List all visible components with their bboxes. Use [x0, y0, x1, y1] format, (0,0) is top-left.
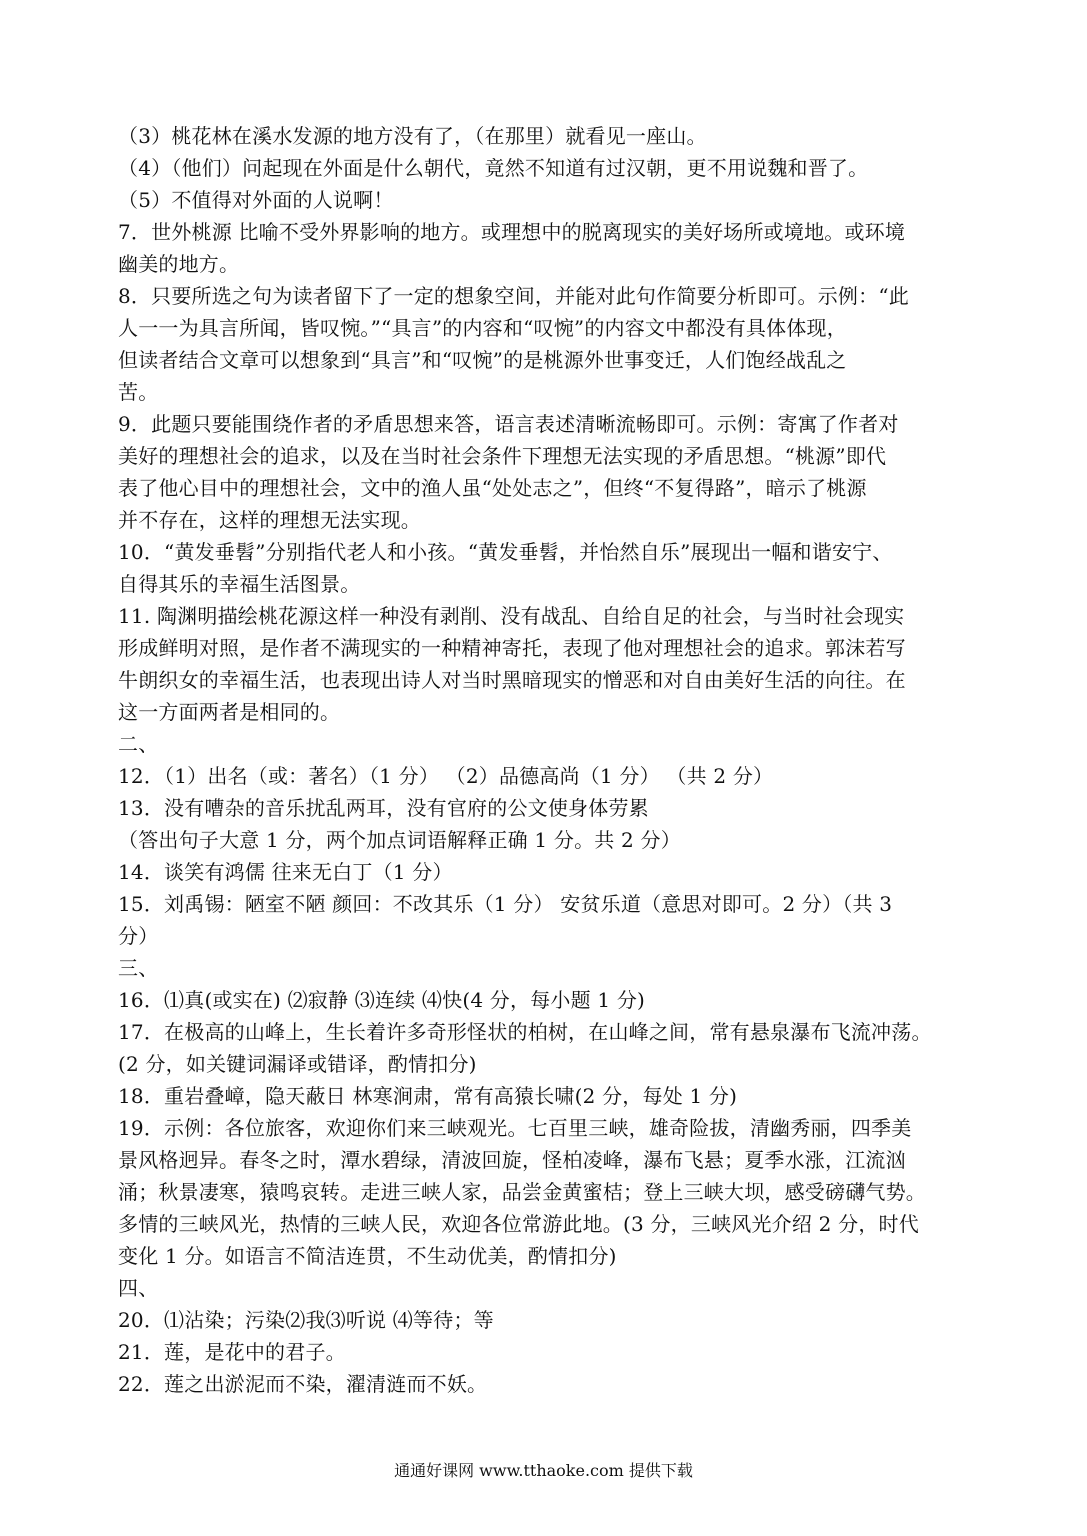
text-line: 13．没有嘈杂的音乐扰乱两耳，没有官府的公文使身体劳累 [118, 796, 649, 820]
text-line: 涌；秋景凄寒，猿鸣哀转。走进三峡人家，品尝金黄蜜桔；登上三峡大坝，感受磅礴气势。 [118, 1180, 926, 1204]
section-heading: 四、 [118, 1276, 159, 1300]
text-line: 14．谈笑有鸿儒 往来无白丁（1 分） [118, 860, 453, 884]
text-line: 形成鲜明对照，是作者不满现实的一种精神寄托，表现了他对理想社会的追求。郭沫若写 [118, 636, 906, 660]
text-line: 幽美的地方。 [118, 252, 240, 276]
text-line: （3）桃花林在溪水发源的地方没有了，（在那里）就看见一座山。 [118, 124, 707, 148]
text-line: 21．莲，是花中的君子。 [118, 1340, 346, 1364]
text-line: （5）不值得对外面的人说啊！ [118, 188, 394, 212]
answer-key-body [118, 120, 978, 1400]
text-line: 但读者结合文章可以想象到“具言”和“叹惋”的是桃源外世事变迁，人们饱经战乱之 [118, 348, 847, 372]
text-line: 9．此题只要能围绕作者的矛盾思想来答，语言表述清晰流畅即可。示例：寄寓了作者对 [118, 412, 899, 436]
text-line: 16．⑴真(或实在) ⑵寂静 ⑶连续 ⑷快(4 分，每小题 1 分) [118, 988, 646, 1012]
text-line: 这一方面两者是相同的。 [118, 700, 341, 724]
text-line: 美好的理想社会的追求，以及在当时社会条件下理想无法实现的矛盾思想。“桃源”即代 [118, 444, 887, 468]
text-line: 多情的三峡风光，热情的三峡人民，欢迎各位常游此地。(3 分，三峡风光介绍 2 分，时代 [118, 1212, 919, 1236]
text-line: 8．只要所选之句为读者留下了一定的想象空间，并能对此句作简要分析即可。示例：“此 [118, 284, 909, 308]
text-line: 人一一为具言所闻，皆叹惋。”“具言”的内容和“叹惋”的内容文中都没有具体体现， [118, 316, 847, 340]
text-line: （答出句子大意 1 分，两个加点词语解释正确 1 分。共 2 分） [118, 828, 681, 852]
text-line: 15．刘禹锡：陋室不陋 颜回：不改其乐（1 分） 安贫乐道（意思对即可。2 分）（共 3 [118, 892, 893, 916]
text-line: 22．莲之出淤泥而不染，濯清涟而不妖。 [118, 1372, 488, 1396]
text-line: 20．⑴沾染；污染⑵我⑶听说 ⑷等待；等 [118, 1308, 494, 1332]
text-line: 分） [118, 924, 159, 948]
text-line: 苦。 [118, 380, 159, 404]
text-line: 18．重岩叠嶂，隐天蔽日 林寒涧肃，常有高猿长啸(2 分，每处 1 分) [118, 1084, 738, 1108]
text-line: 牛朗织女的幸福生活，也表现出诗人对当时黑暗现实的憎恶和对自由美好生活的向往。在 [118, 668, 906, 692]
text-line: 11. 陶渊明描绘桃花源这样一种没有剥削、没有战乱、自给自足的社会，与当时社会现实 [118, 604, 905, 628]
text-line: 17．在极高的山峰上，生长着许多奇形怪状的柏树，在山峰之间，常有悬泉瀑布飞流冲荡。 [118, 1020, 932, 1044]
text-line: (2 分，如关键词漏译或错译，酌情扣分) [118, 1052, 477, 1076]
text-line: 12．（1）出名（或：著名）（1 分） （2）品德高尚（1 分） （共 2 分） [118, 764, 774, 788]
text-line: 7．世外桃源 比喻不受外界影响的地方。或理想中的脱离现实的美好场所或境地。或环境 [118, 220, 906, 244]
text-line: 10．“黄发垂髫”分别指代老人和小孩。“黄发垂髫，并怡然自乐”展现出一幅和谐安宁、 [118, 540, 893, 564]
text-line: 自得其乐的幸福生活图景。 [118, 572, 361, 596]
text-line: 表了他心目中的理想社会，文中的渔人虽“处处志之”，但终“不复得路”，暗示了桃源 [118, 476, 867, 500]
text-line: 变化 1 分。如语言不简洁连贯，不生动优美，酌情扣分) [118, 1244, 617, 1268]
text-line: 并不存在，这样的理想无法实现。 [118, 508, 421, 532]
section-heading: 二、 [118, 732, 159, 756]
text-line: 景风格迥异。春冬之时，潭水碧绿，清波回旋，怪柏凌峰，瀑布飞悬；夏季水涨，江流汹 [118, 1148, 906, 1172]
page-footer: 通通好课网 www.tthaoke.com 提供下载 [394, 1461, 693, 1480]
text-line: （4）（他们）问起现在外面是什么朝代，竟然不知道有过汉朝，更不用说魏和晋了。 [118, 156, 869, 180]
section-heading: 三、 [118, 956, 159, 980]
text-line: 19．示例：各位旅客，欢迎你们来三峡观光。七百里三峡，雄奇险拔，清幽秀丽，四季美 [118, 1116, 912, 1140]
